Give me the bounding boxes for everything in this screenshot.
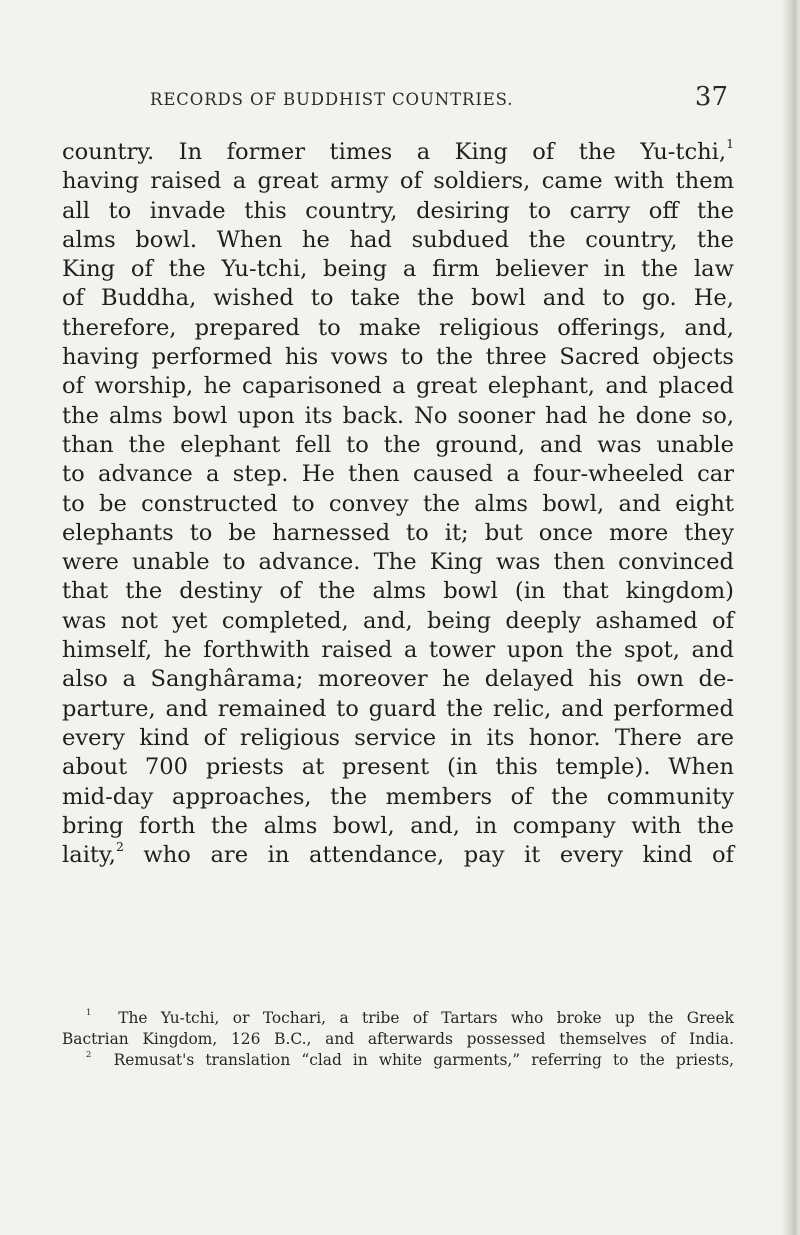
text-line: also a Sanghârama; moreover he delayed his own de- — [62, 666, 734, 693]
footnote-marker-2: 2 — [86, 1049, 92, 1060]
text-line: country. In former times a King of the Yu-tchi,$^1$ — [62, 135, 734, 165]
text-line: to be constructed to convey the alms bowl, and eight — [62, 490, 734, 517]
text-line: having performed his vows to the three Sacred objects — [62, 344, 734, 371]
text-line: parture, and remained to guard the relic, and performed — [62, 695, 734, 722]
footnote-1-continued: Bactrian Kingdom, 126 B.C., and afterwards possessed themselves of India. — [62, 1030, 734, 1048]
text-line: to advance a step. He then caused a four-wheeled car — [62, 461, 734, 488]
body-text — [62, 135, 734, 870]
text-line: of Buddha, wished to take the bowl and to go. He, — [62, 285, 734, 312]
page-binding-edge — [782, 0, 800, 1235]
text-line: having raised a great army of soldiers, came with them — [62, 168, 734, 195]
text-line: than the elephant fell to the ground, and was unable — [62, 431, 734, 458]
footnotes — [62, 1008, 734, 1071]
text-line: bring forth the alms bowl, and, in company with the — [62, 812, 734, 839]
footnote-1: $^1$ The Yu-tchi, or Tochari, a tribe of Tartars who broke up the Greek — [86, 1007, 734, 1027]
footnote-ref-1: 1 — [726, 135, 734, 151]
text-line: every kind of religious service in its honor. There are — [62, 724, 734, 751]
text-line: was not yet completed, and, being deeply ashamed of — [62, 607, 734, 634]
footnote-2: $^2$ Remusat's translation “clad in white garments,” referring to the priests, — [86, 1049, 734, 1069]
text-line: mid-day approaches, the members of the community — [62, 783, 734, 810]
text-line: about 700 priests at present (in this temple). When — [62, 754, 734, 781]
text-line: elephants to be harnessed to it; but once more they — [62, 519, 734, 546]
text-line: were unable to advance. The King was then convinced — [62, 549, 734, 576]
text-line: himself, he forthwith raised a tower upon the spot, and — [62, 637, 734, 664]
page-header — [62, 82, 734, 116]
text-line: that the destiny of the alms bowl (in that kingdom) — [62, 578, 734, 605]
footnote-marker-1: 1 — [86, 1007, 92, 1018]
text-line: laity,$^2$ who are in attendance, pay it every kind of — [62, 839, 734, 869]
text-line: alms bowl. When he had subdued the country, the — [62, 226, 734, 253]
running-head: RECORDS OF BUDDHIST COUNTRIES. — [150, 90, 514, 109]
footnote-ref-2: 2 — [115, 839, 124, 855]
text-line: King of the Yu-tchi, being a firm believer in the law — [62, 256, 734, 283]
text-line: therefore, prepared to make religious offerings, and, — [62, 314, 734, 341]
text-line: of worship, he caparisoned a great elephant, and placed — [62, 373, 734, 400]
text-line: all to invade this country, desiring to carry off the — [62, 197, 734, 224]
text-line: the alms bowl upon its back. No sooner had he done so, — [62, 402, 734, 429]
page-number: 37 — [694, 82, 728, 112]
